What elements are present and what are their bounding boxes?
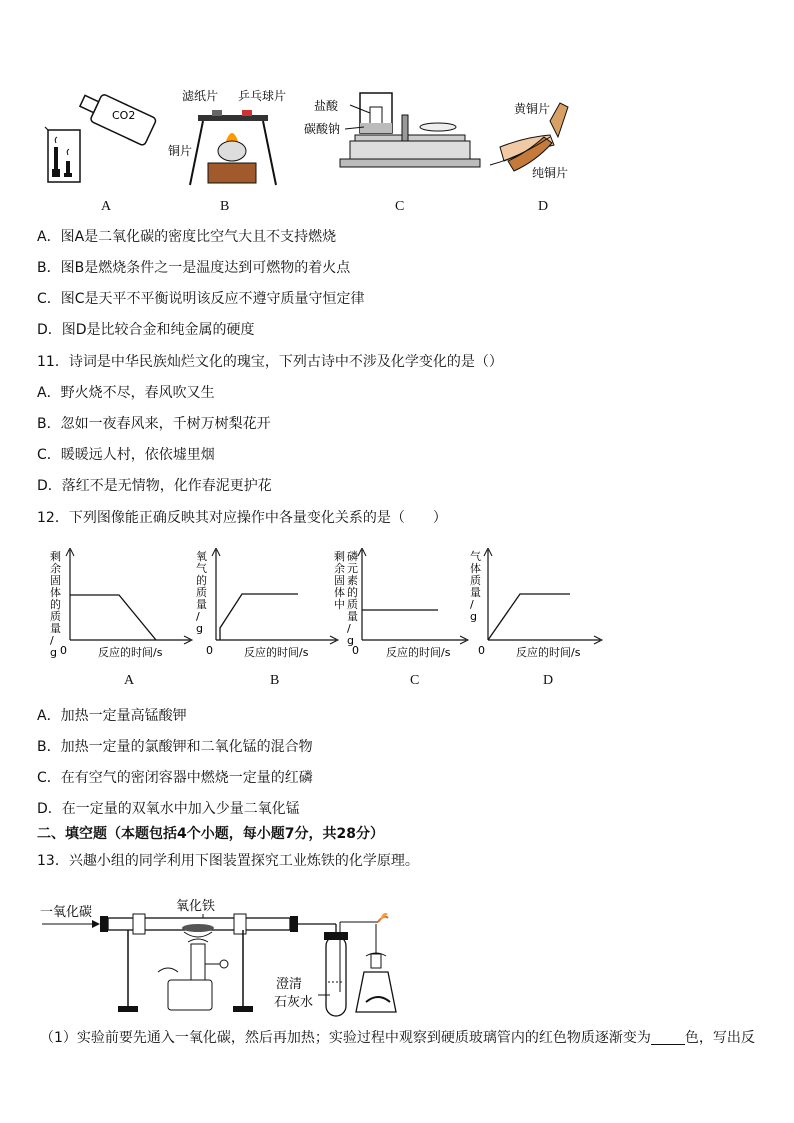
co-label: 一氧化碳	[40, 905, 93, 920]
q10-option-a: A．图A是二氧化碳的密度比空气大且不支持燃烧	[37, 229, 337, 245]
graph-d	[462, 548, 612, 660]
q11-option-b: B．忽如一夜春风来，千树万树梨花开	[37, 416, 271, 432]
section-heading: 二、填空题（本题包括4个小题，每小题7分，共28分）	[37, 826, 384, 842]
fe2o3-label: 氧化铁	[176, 899, 216, 914]
q13-sub1-text-after: 色，写出反	[684, 1030, 755, 1046]
apparatus-figure-top	[40, 85, 580, 190]
q11-option-a: A．野火烧不尽，春风吹又生	[37, 385, 215, 401]
graph-a	[44, 548, 194, 660]
q11-stem: 11．诗词是中华民族灿烂文化的瑰宝，下列古诗中不涉及化学变化的是（）	[37, 354, 503, 370]
q11-option-d: D．落红不是无情物，化作春泥更护花	[37, 478, 272, 494]
graph-c	[330, 548, 470, 660]
graph-c-xlabel: 反应的时间/s	[386, 646, 451, 659]
hcl-label: 盐酸	[314, 99, 339, 113]
graph-d-xlabel: 反应的时间/s	[516, 646, 581, 659]
q10-option-b: B．图B是燃烧条件之一是温度达到可燃物的着火点	[37, 260, 351, 276]
na2co3-label: 碳酸钠	[304, 122, 341, 136]
graph-a-xlabel: 反应的时间/s	[98, 646, 163, 659]
q12-option-d: D．在一定量的双氧水中加入少量二氧化锰	[37, 801, 300, 817]
graph-d-ylabel: 气体质量/ g	[470, 550, 481, 623]
graph-c-ylabel: 磷元素的质量/ g	[347, 550, 358, 647]
q12-option-c: C．在有空气的密闭容器中燃烧一定量的红磷	[37, 770, 313, 786]
figure-caption-a: A	[101, 199, 112, 214]
graph-caption-b: B	[270, 673, 280, 688]
graph-d-origin: 0	[478, 644, 485, 657]
graph-caption-d: D	[543, 673, 554, 688]
graph-caption-c: C	[410, 673, 420, 688]
pure-copper-label: 纯铜片	[532, 166, 569, 180]
graph-c-origin: 0	[352, 644, 359, 657]
apparatus-c	[304, 93, 480, 167]
graph-b-ylabel: 氧气的质量/ g	[196, 550, 207, 635]
figure-caption-b: B	[220, 199, 230, 214]
graph-b-origin: 0	[206, 644, 213, 657]
q10-option-c: C．图C是天平不平衡说明该反应不遵守质量守恒定律	[37, 291, 365, 307]
graph-a-ylabel: 剩余固体的质量/ g	[50, 550, 61, 659]
apparatus-b	[168, 88, 286, 185]
filter-paper-label: 滤纸片	[182, 89, 219, 103]
graph-caption-a: A	[124, 673, 135, 688]
apparatus-d	[490, 101, 568, 180]
q11-option-c: C．暖暖远人村，依依墟里烟	[37, 447, 215, 463]
pingpong-label: 乒乓球片	[238, 89, 287, 103]
iron-smelting-apparatus	[38, 892, 468, 1022]
brass-label: 黄铜片	[514, 102, 551, 116]
co2-label: CO2	[112, 109, 136, 122]
graph-b	[190, 548, 340, 660]
graph-a-origin: 0	[60, 644, 67, 657]
q12-stem: 12．下列图像能正确反映其对应操作中各量变化关系的是（ ）	[37, 510, 447, 526]
q13-sub1-answer-blank[interactable]	[651, 1030, 685, 1045]
q10-option-d: D．图D是比较合金和纯金属的硬度	[37, 322, 255, 338]
limewater-label-line1: 澄清	[276, 977, 303, 992]
q12-option-a: A．加热一定量高锰酸钾	[37, 708, 187, 724]
graph-c-ylabel2: 剩余固体中	[334, 550, 345, 611]
copper-sheet-label: 铜片	[168, 144, 193, 158]
limewater-label-line2: 石灰水	[274, 995, 314, 1010]
figure-caption-c: C	[395, 199, 405, 214]
apparatus-a	[45, 87, 157, 182]
figure-caption-d: D	[538, 199, 549, 214]
q13-stem: 13．兴趣小组的同学利用下图装置探究工业炼铁的化学原理。	[37, 853, 419, 869]
graph-b-xlabel: 反应的时间/s	[244, 646, 309, 659]
q13-sub1	[40, 1028, 755, 1048]
q12-option-b: B．加热一定量的氯酸钾和二氧化锰的混合物	[37, 739, 313, 755]
q13-sub1-text-before: （1）实验前要先通入一氧化碳，然后再加热；实验过程中观察到硬质玻璃管内的红色物质逐渐变为	[40, 1030, 651, 1046]
